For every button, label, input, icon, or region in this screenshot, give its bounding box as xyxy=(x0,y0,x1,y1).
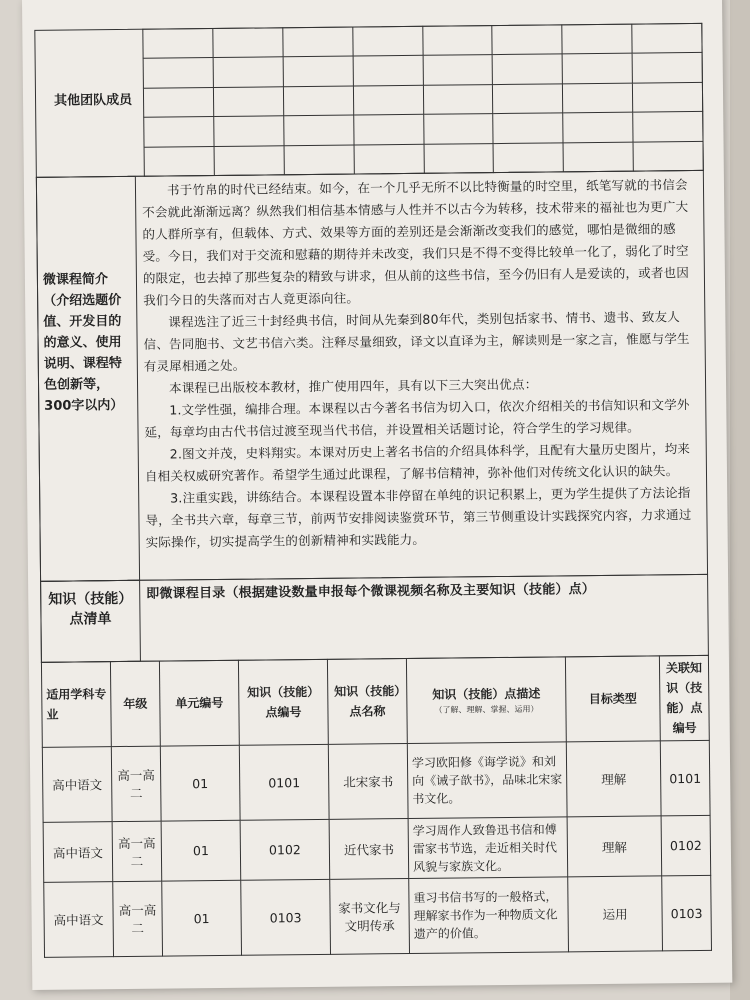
intro-paragraph: 课程选注了近三十封经典书信，时间从先秦到80年代，类别包括家书、情书、遗书、致友人信、告同胞书、文艺书信六类。注释尽量细致，译文以直译为主，解读则是一家之言，惟愿与学生有灵犀相通之处。 xyxy=(143,309,690,374)
cell-kp-name: 北宋家书 xyxy=(328,744,408,820)
cell-kp-desc: 学习欧阳修《诲学说》和刘向《诫子歆书》，品味北宋家书文化。 xyxy=(407,742,567,819)
cell-related: 0103 xyxy=(662,875,712,951)
intro-paragraph: 本课程已出版校本教材，推广使用四年，具有以下三大突出优点： xyxy=(168,376,538,396)
cell-subject: 高中语文 xyxy=(43,822,113,883)
header-kp-desc xyxy=(406,657,566,744)
cell-kp-id: 0101 xyxy=(239,744,329,820)
knowledge-label: 知识（技能）点清单 xyxy=(48,590,133,628)
cell-target: 理解 xyxy=(566,741,661,817)
cell-kp-name: 近代家书 xyxy=(329,819,409,880)
team-label: 其他团队成员 xyxy=(53,92,133,109)
header-subject: 适用学科专业 xyxy=(41,662,111,748)
table-row xyxy=(42,740,710,822)
header-kp-desc-note: （了解、理解、掌握、运用） xyxy=(434,704,539,715)
header-target: 目标类型 xyxy=(565,656,660,742)
cell-related: 0102 xyxy=(661,815,711,876)
intro-paragraph: 书于竹帛的时代已经结束。如今，在一个几乎无所不以比特衡量的时空里，纸笔写就的书信会不会就此渐渐远离？纵然我们相信基本情感与人性并不以古今为转移，技术带来的福祉也为更广大的人群所享有，但载体、方式、效果等方面的差别还是会渐渐改变我们的感觉，哪怕是微细的感受。今日，我们对于交流和慰藉的期待并未改变，我们只是不得不变得比较单一化了，弱化了时空的限定，也去掉了那些复杂的精致与讲求，但从前的这些书信，至今仍旧有人是爱读的，或者也因我们今日的失落而对古人竟更添向往。 xyxy=(142,177,690,308)
desk-background xyxy=(730,0,750,1000)
knowledge-table xyxy=(41,655,712,958)
header-unit: 单元编号 xyxy=(159,660,239,746)
cell-grade: 高一高二 xyxy=(112,821,162,882)
cell-unit: 01 xyxy=(161,820,241,881)
cell-grade: 高一高二 xyxy=(111,746,161,822)
header-kp-name: 知识（技能）点名称 xyxy=(327,659,407,745)
cell-grade: 高一高二 xyxy=(113,881,163,957)
cell-unit: 01 xyxy=(160,745,240,821)
knowledge-description: 即微课程目录（根据建设数量申报每个微课视频名称及主要知识（技能）点） xyxy=(146,582,596,602)
cell-kp-desc: 重习书信书写的一般格式，理解家书作为一种物质文化遗产的价值。 xyxy=(409,877,569,954)
cell-kp-desc: 学习周作人致鲁迅书信和傅雷家书节选，走近相关时代风貌与家族文化。 xyxy=(408,817,568,879)
header-kp-id: 知识（技能）点编号 xyxy=(238,659,328,745)
cell-related: 0101 xyxy=(660,740,710,816)
cell-target: 理解 xyxy=(567,816,662,877)
cell-unit: 01 xyxy=(162,880,242,956)
header-grade: 年级 xyxy=(110,661,160,747)
cell-target: 运用 xyxy=(568,876,663,952)
intro-paragraph: 1.文学性强，编排合理。本课程以古今著名书信为切入口，依次介绍相关的书信知识和文学外延，每章均由古代书信过渡至现当代书信，并设置相关话题讨论，符合学生的学习规律。 xyxy=(144,397,690,440)
cell-subject: 高中语文 xyxy=(42,747,112,823)
intro-label: 微课程简介（介绍选题价值、开发目的的意义、使用说明、课程特色创新等，300字以内） xyxy=(42,272,124,414)
cell-subject: 高中语文 xyxy=(44,882,114,958)
header-kp-desc-label: 知识（技能）点描述 xyxy=(432,686,541,702)
team-members-grid xyxy=(142,23,704,177)
table-row xyxy=(43,815,711,882)
table-row xyxy=(44,875,712,957)
cell-kp-id: 0102 xyxy=(240,819,330,880)
header-related: 关联知识（技能）点编号 xyxy=(659,655,709,741)
table-header-row xyxy=(41,655,709,747)
document-page xyxy=(22,0,732,990)
cell-kp-name: 家书文化与文明传承 xyxy=(330,878,410,954)
cell-kp-id: 0103 xyxy=(241,879,331,955)
intro-text xyxy=(142,174,702,554)
intro-paragraph: 2.图文并茂，史料翔实。本课对历史上著名书信的介绍具体科学，且配有大量历史图片，均来自相关权威研究著作。希望学生通过此课程，了解书信精神，弥补他们对传统文化认识的缺失。 xyxy=(144,441,691,484)
intro-paragraph: 3.注重实践，讲练结合。本课程设置本非停留在单纯的识记积累上，更为学生提供了方法论指导，全书共六章，每章三节，前两节安排阅读鉴赏环节，第三节侧重设计实践探究内容，力求通过实际操作，切实提高学生的创新精神和实践能力。 xyxy=(145,485,692,550)
